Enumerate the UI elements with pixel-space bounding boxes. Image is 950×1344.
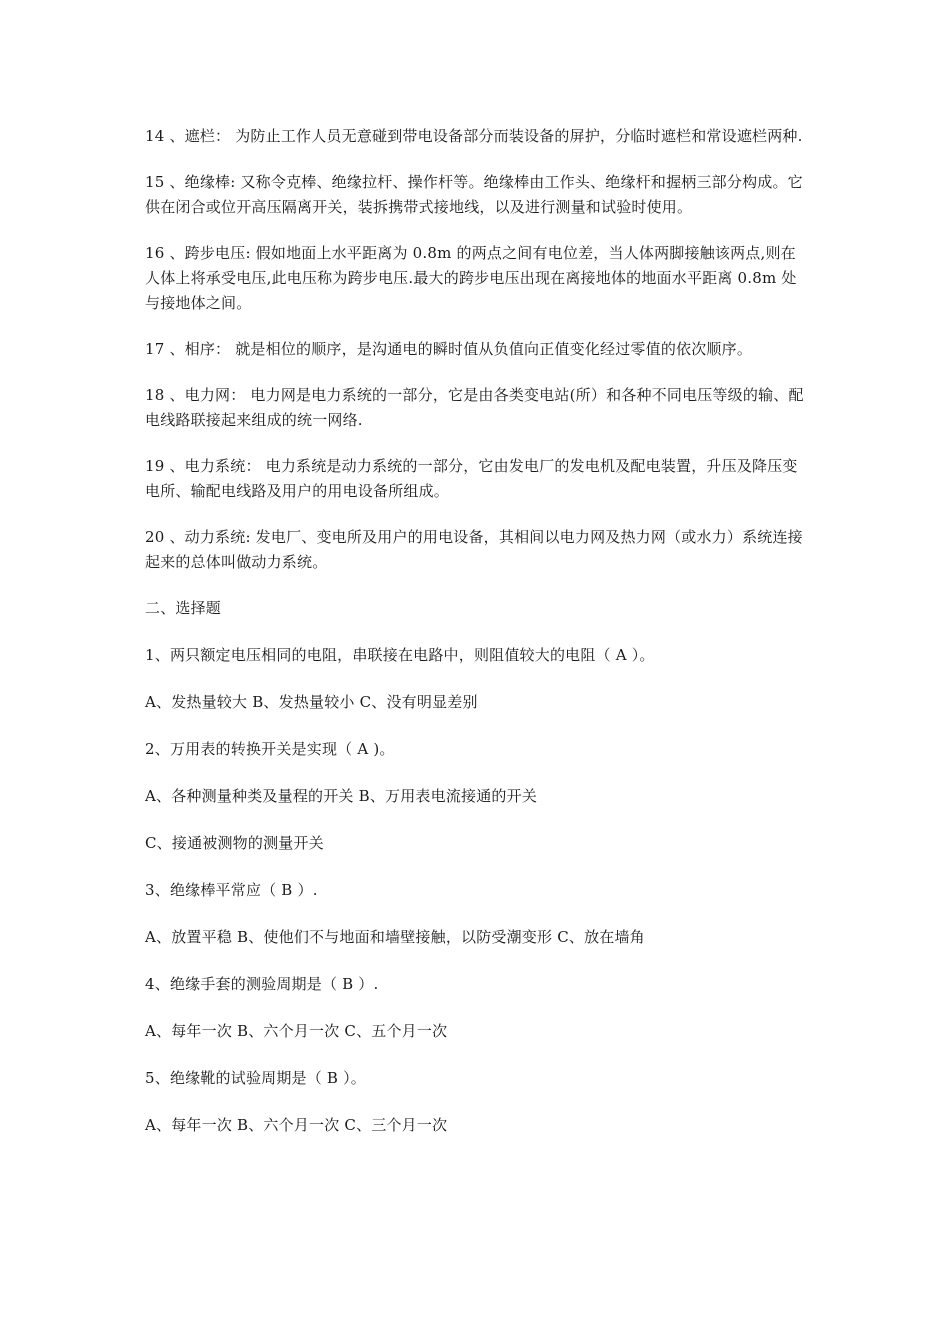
document-page (145, 124, 810, 1160)
question-5-options: A、每年一次 B、六个月一次 C、三个月一次 (145, 1116, 448, 1134)
question-1-options: A、发热量较大 B、发热量较小 C、没有明显差别 (145, 693, 478, 711)
definition-17: 17 、相序： 就是相位的顺序，是沟通电的瞬时值从负值向正值变化经过零值的依次顺序。 (145, 340, 753, 358)
question-4: 4、绝缘手套的测验周期是（ B ）. (145, 975, 379, 993)
definition-19: 19 、电力系统： 电力系统是动力系统的一部分，它由发电厂的发电机及配电装置，升压及降压变电所、输配电线路及用户的用电设备所组成。 (145, 457, 798, 500)
question-3-options: A、放置平稳 B、使他们不与地面和墙壁接触，以防受潮变形 C、放在墙角 (145, 928, 645, 946)
question-2-options-line2: C、接通被测物的测量开关 (145, 834, 324, 852)
question-4-options: A、每年一次 B、六个月一次 C、五个月一次 (145, 1022, 448, 1040)
section-title: 二、选择题 (145, 599, 222, 617)
definition-16: 16 、跨步电压: 假如地面上水平距离为 0.8m 的两点之间有电位差，当人体两脚接触该两点,则在人体上将承受电压,此电压称为跨步电压.最大的跨步电压出现在离接地体的地面水平距离 0.8m 处与接地体之间。 (145, 244, 797, 312)
question-1: 1、两只额定电压相同的电阻，串联接在电路中，则阻值较大的电阻（ A ）。 (145, 646, 655, 664)
definition-14: 14 、遮栏： 为防止工作人员无意碰到带电设备部分而装设备的屏护，分临时遮栏和常设遮栏两种. (145, 127, 803, 145)
definitions-list (145, 124, 810, 575)
question-5: 5、绝缘靴的试验周期是（ B ）。 (145, 1069, 367, 1087)
definition-18: 18 、电力网： 电力网是电力系统的一部分，它是由各类变电站(所）和各种不同电压等级的输、配电线路联接起来组成的统一网络. (145, 386, 804, 429)
definition-20: 20 、动力系统: 发电厂、变电所及用户的用电设备，其相间以电力网及热力网（或水力）系统连接起来的总体叫做动力系统。 (145, 528, 803, 571)
question-3: 3、绝缘棒平常应（ B ）. (145, 881, 318, 899)
questions-list (145, 643, 810, 1138)
question-2-options-line1: A、各种测量种类及量程的开关 B、万用表电流接通的开关 (145, 787, 538, 805)
definition-15: 15 、绝缘棒: 又称令克棒、绝缘拉杆、操作杆等。绝缘棒由工作头、绝缘杆和握柄三部分构成。它供在闭合或位开高压隔离开关，装拆携带式接地线，以及进行测量和试验时使用。 (145, 173, 803, 216)
question-2: 2、万用表的转换开关是实现（ A )。 (145, 740, 395, 758)
